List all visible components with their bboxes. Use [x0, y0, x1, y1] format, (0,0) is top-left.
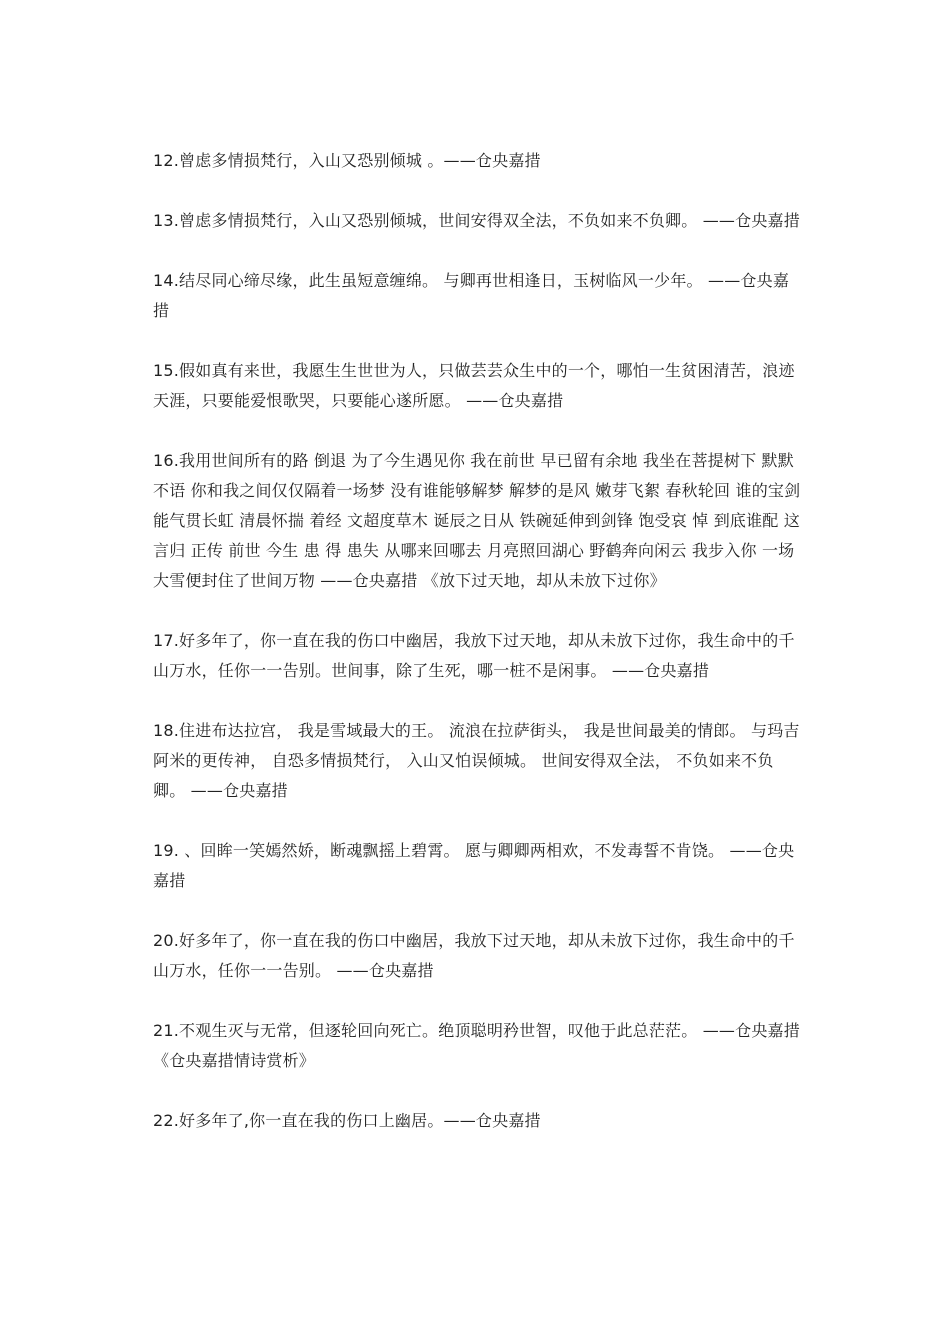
quote-paragraph-17: 17.好多年了，你一直在我的伤口中幽居，我放下过天地，却从未放下过你，我生命中的千山万水，任你一一告别。世间事，除了生死，哪一桩不是闲事。 ——仓央嘉措 — [153, 631, 795, 680]
quote-paragraph-12: 12.曾虑多情损梵行，入山又恐别倾城 。——仓央嘉措 — [153, 151, 541, 170]
quote-paragraph-22: 22.好多年了,你一直在我的伤口上幽居。——仓央嘉措 — [153, 1111, 541, 1130]
quote-paragraph-14: 14.结尽同心缔尽缘，此生虽短意缠绵。 与卿再世相逢日，玉树临风一少年。 ——仓央嘉措 — [153, 271, 790, 320]
quote-paragraph-13: 13.曾虑多情损梵行，入山又恐别倾城，世间安得双全法，不负如来不负卿。 ——仓央嘉措 — [153, 211, 800, 230]
quote-paragraph-15: 15.假如真有来世，我愿生生世世为人，只做芸芸众生中的一个，哪怕一生贫困清苦，浪迹天涯，只要能爱恨歌哭，只要能心遂所愿。 ——仓央嘉措 — [153, 361, 795, 410]
quote-paragraph-21: 21.不观生灭与无常，但逐轮回向死亡。绝顶聪明矜世智，叹他于此总茫茫。 ——仓央嘉措 《仓央嘉措情诗赏析》 — [153, 1021, 800, 1070]
quote-paragraph-19: 19. 、回眸一笑嫣然娇，断魂飘摇上碧霄。 愿与卿卿两相欢，不发毒誓不肯饶。 ——仓央嘉措 — [153, 841, 795, 890]
quote-paragraph-20: 20.好多年了，你一直在我的伤口中幽居，我放下过天地，却从未放下过你，我生命中的千山万水，任你一一告别。 ——仓央嘉措 — [153, 931, 795, 980]
quote-paragraph-16: 16.我用世间所有的路 倒退 为了今生遇见你 我在前世 早已留有余地 我坐在菩提树下 默默不语 你和我之间仅仅隔着一场梦 没有谁能够解梦 解梦的是风 嫩芽飞絮 春秋轮回 谁的宝剑能气贯长虹 清晨怀揣 着经 文超度草木 诞辰之日从 铁碗延伸到剑锋 饱受哀 悼 到底谁配 这言归 正传 前世 今生 患 得 患失 从哪来回哪去 月亮照回湖心 野鹤奔向闲云 我步入你 一场大雪便封住了世间万物 ——仓央嘉措 《放下过天地，却从未放下过你》 — [153, 451, 801, 590]
document-body — [153, 146, 801, 1136]
quote-paragraph-18: 18.住进布达拉宫， 我是雪域最大的王。 流浪在拉萨街头， 我是世间最美的情郎。 与玛吉阿米的更传神， 自恐多情损梵行， 入山又怕误倾城。 世间安得双全法， 不负如来不负卿。 ——仓央嘉措 — [153, 721, 800, 800]
